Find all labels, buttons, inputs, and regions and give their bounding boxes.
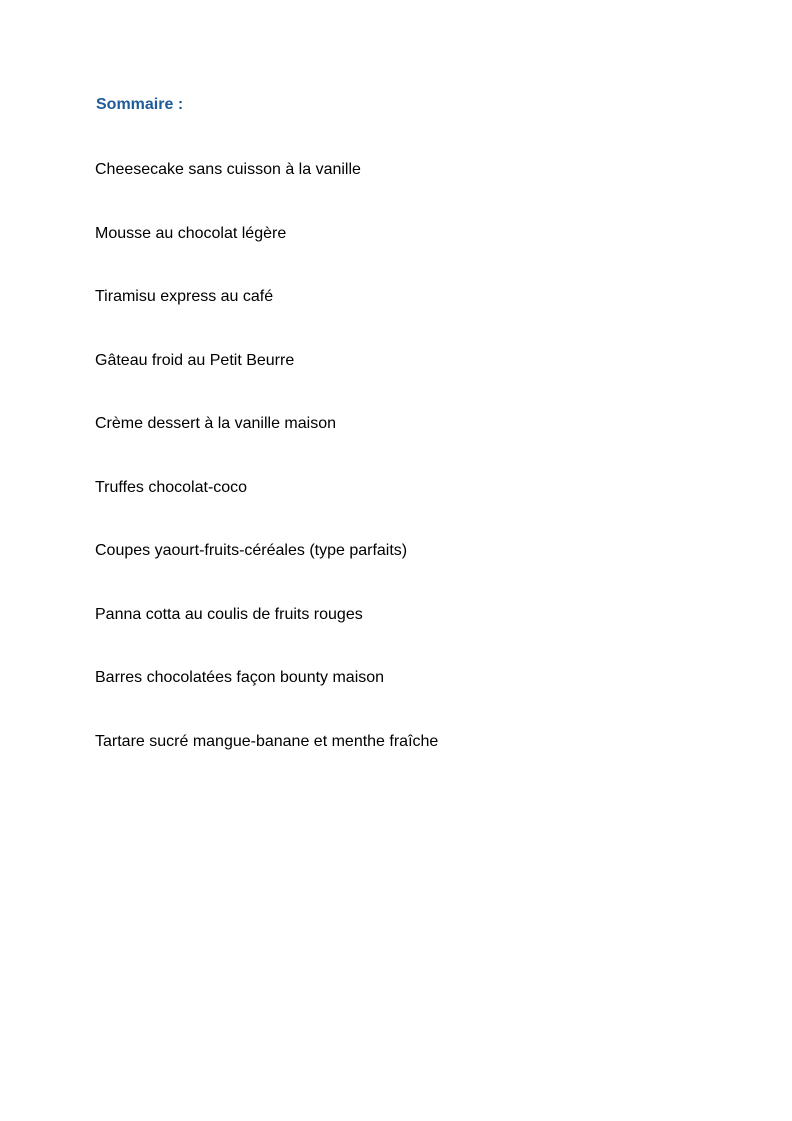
summary-item: Truffes chocolat-coco bbox=[95, 478, 248, 496]
summary-item: Tartare sucré mangue-banane et menthe fraîche bbox=[95, 732, 439, 750]
summary-item: Mousse au chocolat légère bbox=[95, 224, 287, 242]
summary-item: Cheesecake sans cuisson à la vanille bbox=[95, 161, 361, 178]
summary-item: Coupes yaourt-fruits-céréales (type parfaits) bbox=[95, 542, 408, 559]
summary-item: Crème dessert à la vanille maison bbox=[95, 415, 336, 432]
summary-title: Sommaire : bbox=[96, 96, 184, 113]
summary-list bbox=[95, 161, 438, 796]
summary-item: Barres chocolatées façon bounty maison bbox=[95, 669, 385, 686]
summary-item: Panna cotta au coulis de fruits rouges bbox=[95, 605, 363, 623]
summary-item: Gâteau froid au Petit Beurre bbox=[95, 351, 295, 369]
summary-item: Tiramisu express au café bbox=[95, 288, 274, 305]
